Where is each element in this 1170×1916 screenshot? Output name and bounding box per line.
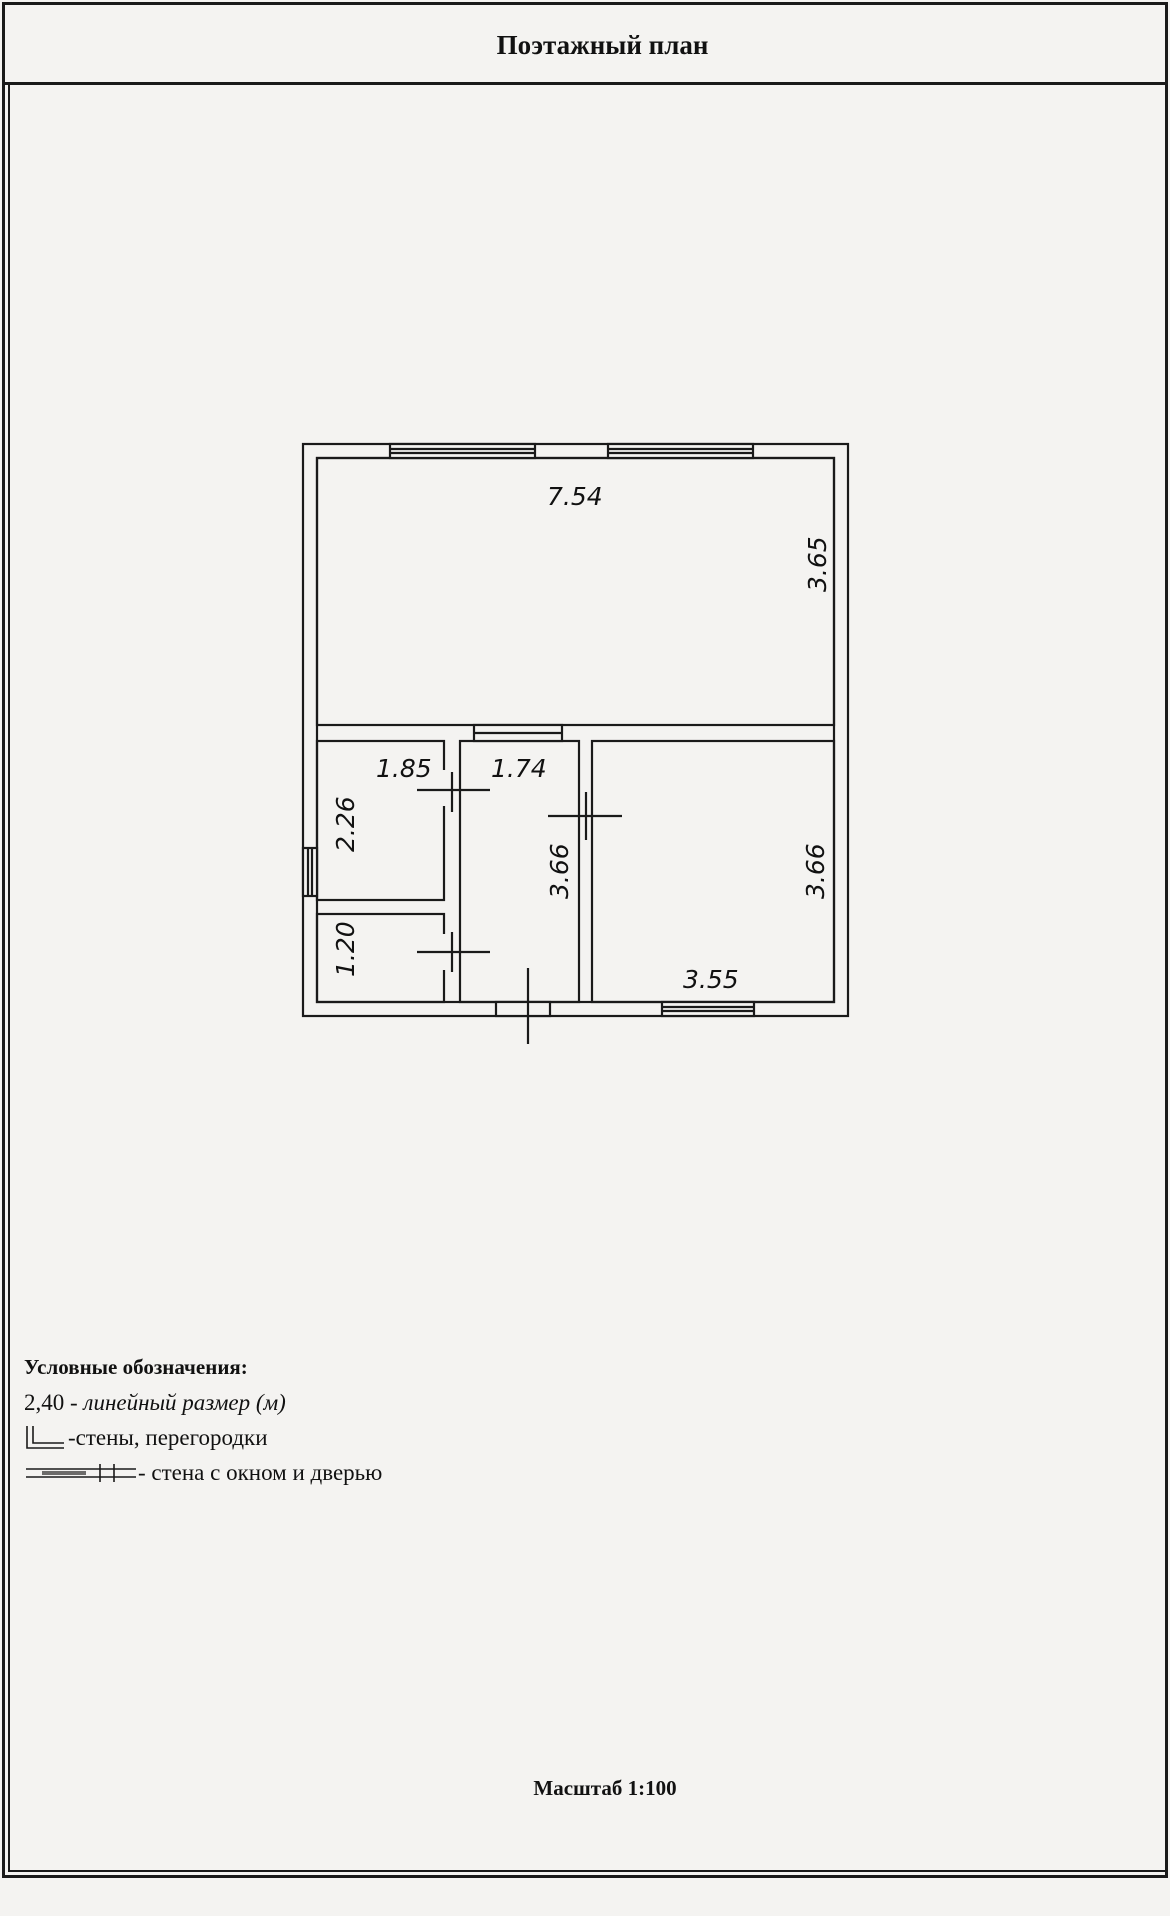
window-bottom (662, 1002, 754, 1016)
wall-symbol-icon (24, 1424, 68, 1452)
door-entrance (496, 968, 550, 1044)
legend-walls-row (24, 1420, 382, 1455)
legend-heading: Условные обозначения: (24, 1355, 248, 1379)
door-top-room (474, 725, 562, 741)
dim-room-b-height: 1.20 (331, 921, 360, 977)
scale-label: Масштаб 1:100 (533, 1776, 677, 1800)
outer-wall-inner (317, 458, 834, 1002)
door-lower-left (417, 932, 490, 972)
legend-dim-text: линейный размер (м) (83, 1390, 286, 1415)
dim-room-a-height: 2.26 (331, 796, 360, 852)
dim-top-width: 7.54 (547, 482, 603, 511)
page-title: Поэтажный план (496, 30, 709, 60)
legend-window-door-text: - стена с окном и дверью (138, 1460, 383, 1485)
dim-room-a-width: 1.85 (376, 754, 432, 783)
dim-corridor-height: 3.66 (545, 843, 574, 899)
dim-corridor-width: 1.74 (491, 754, 547, 783)
dim-right-height: 3.66 (801, 843, 830, 899)
legend-dimension-row (24, 1385, 382, 1420)
window-left (303, 848, 317, 896)
dim-right-width: 3.55 (683, 965, 739, 994)
window-top-1 (390, 444, 535, 458)
legend-window-door-row (24, 1455, 382, 1490)
legend-dim-sep: - (64, 1390, 84, 1415)
legend-dim-value: 2,40 (24, 1390, 65, 1415)
room-right (592, 741, 834, 1002)
window-top-2 (608, 444, 753, 458)
door-right-room (548, 792, 622, 840)
legend (24, 1350, 382, 1490)
legend-walls-text: -стены, перегородки (68, 1425, 268, 1450)
outer-wall-outer (303, 444, 848, 1016)
window-door-symbol-icon (24, 1462, 138, 1484)
dim-top-height: 3.65 (803, 536, 832, 592)
